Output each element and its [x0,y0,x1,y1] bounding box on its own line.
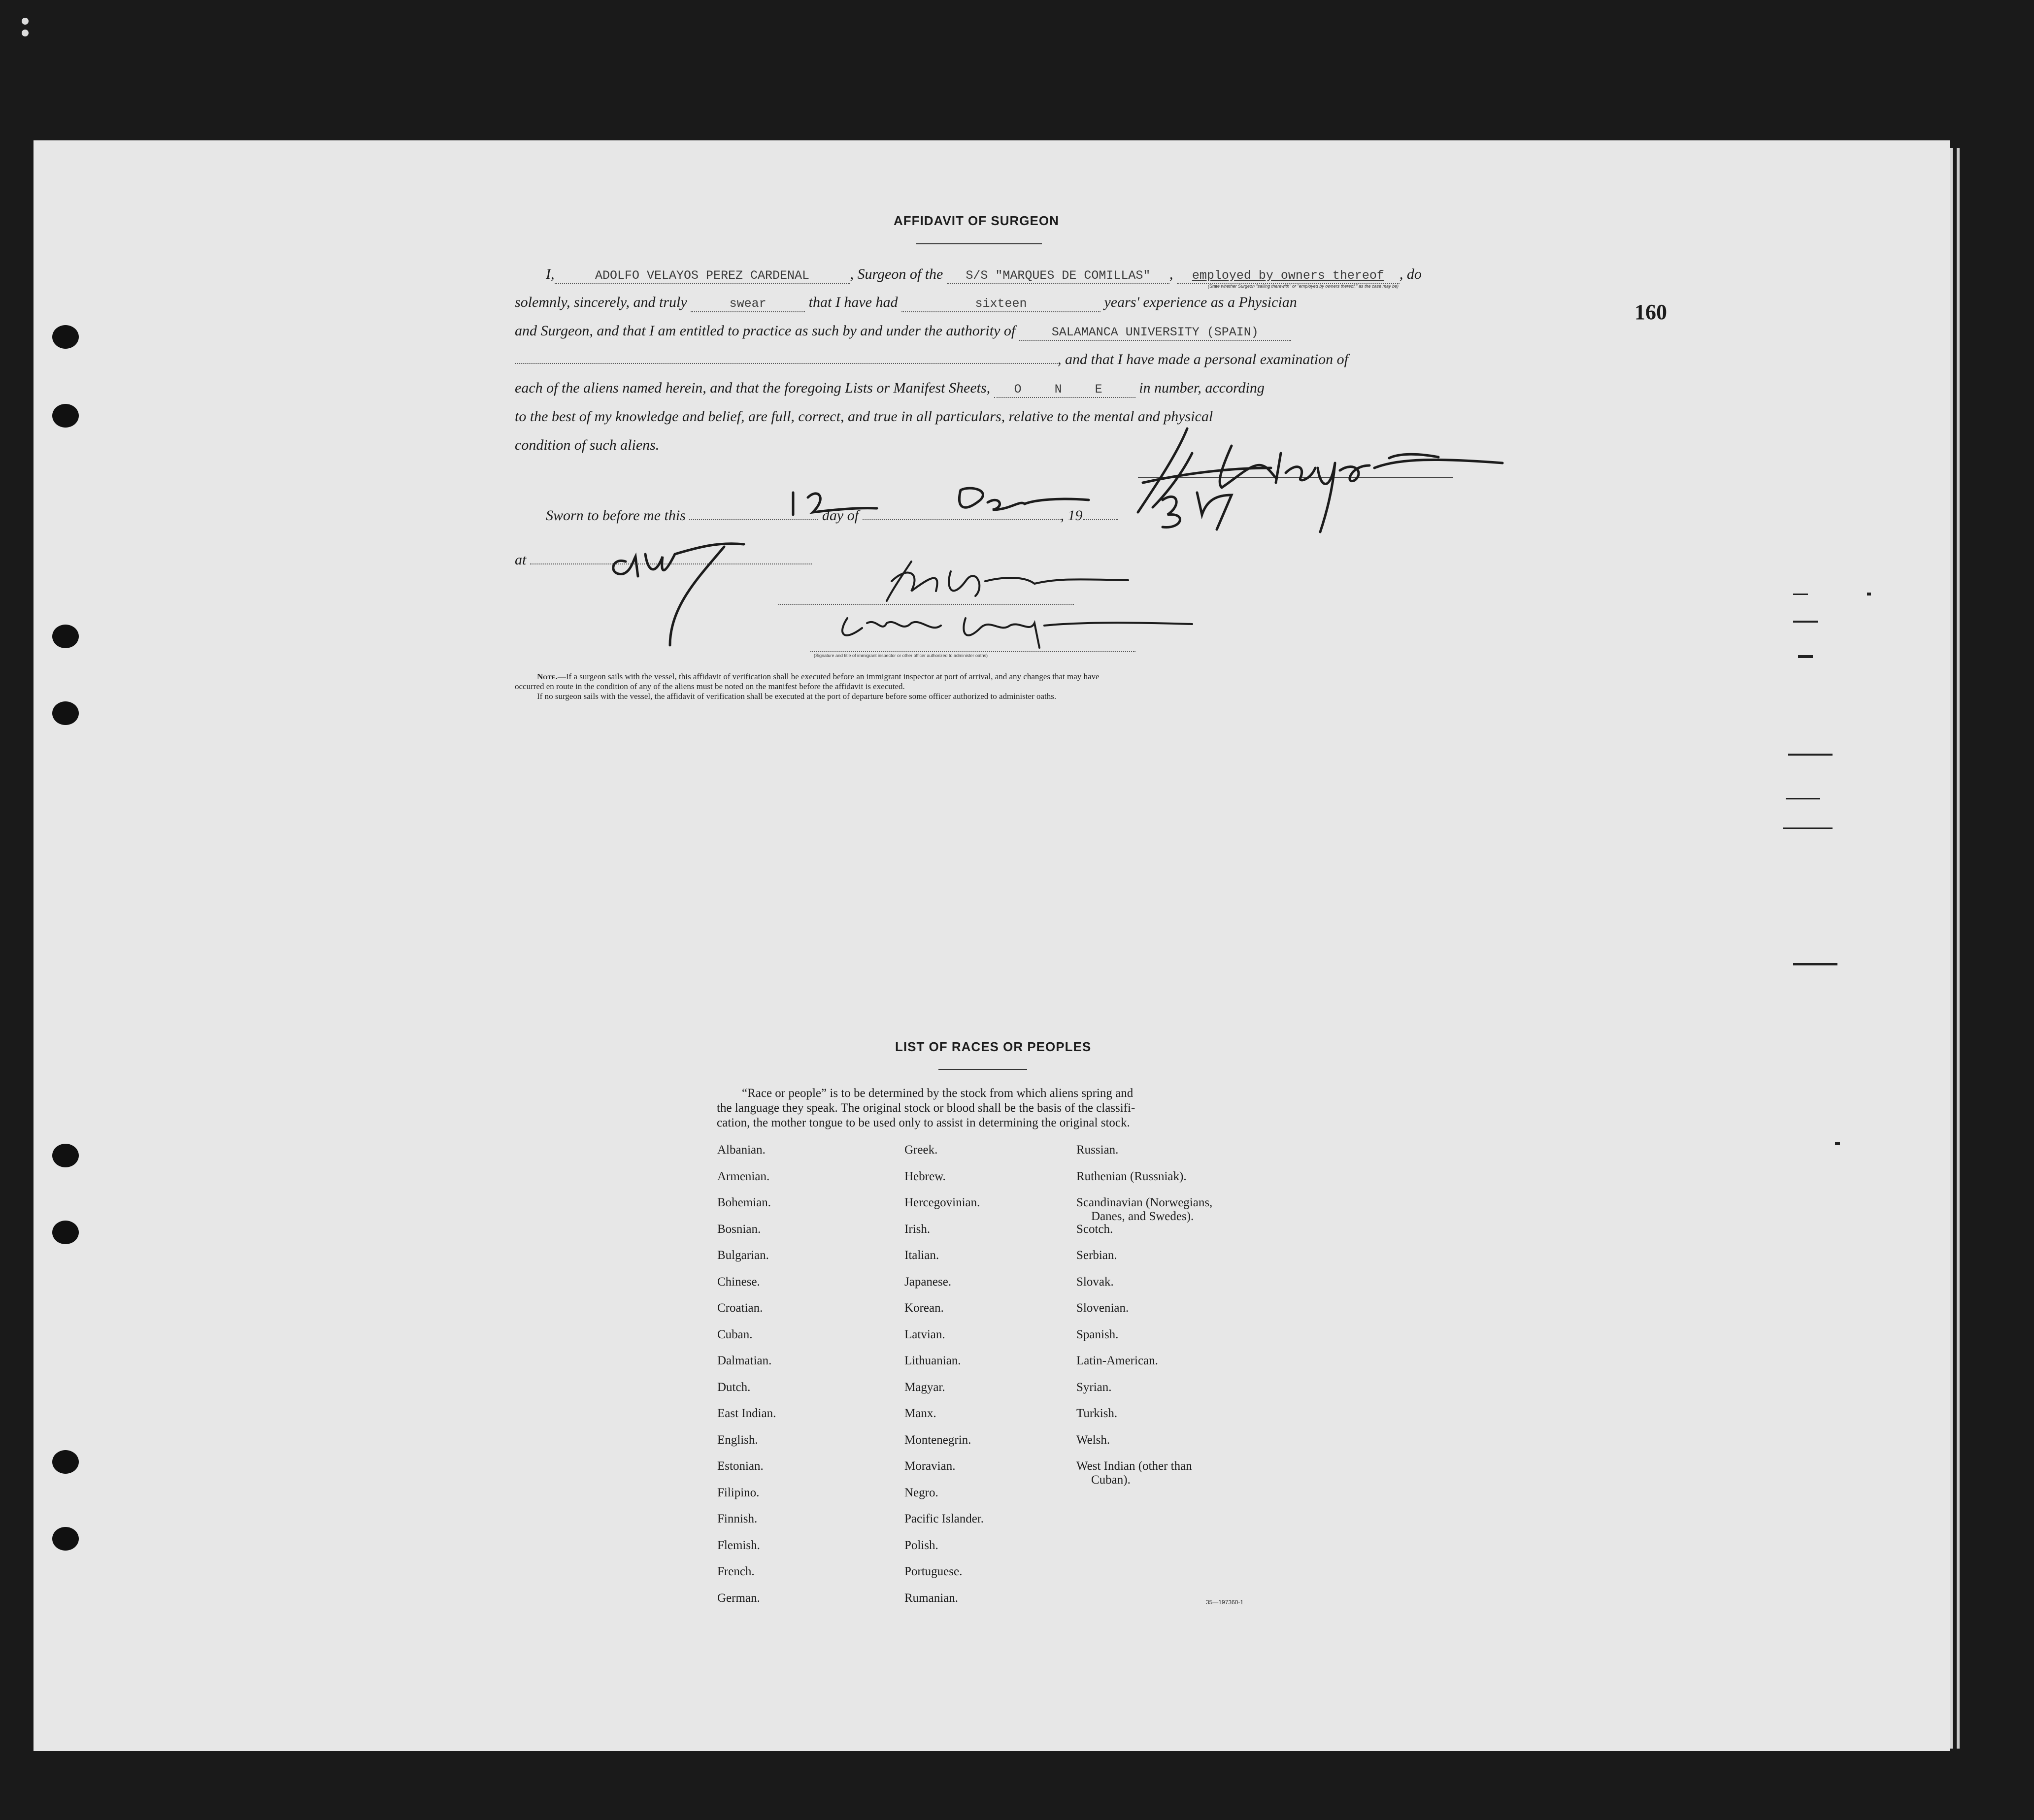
note-line-3: If no surgeon sails with the vessel, the affidavit of verification shall be executed at the port of departure before some officer authorized to administer oaths. [537,692,1057,701]
binder-hole [52,625,79,648]
text-fragment: and Surgeon, and that I am entitled to practice as such by and under the authority of [515,323,1016,339]
race-item: Serbian. [1076,1249,1117,1262]
races-title: LIST OF RACES OR PEOPLES [895,1039,1092,1054]
text-fragment: in number, according [1139,380,1265,396]
race-item: Flemish. [717,1538,760,1552]
month-handwriting [951,480,1099,520]
race-item: Cuban. [717,1327,753,1341]
scan-mark [1788,754,1833,756]
race-item: Dutch. [717,1380,751,1394]
text-fragment: , and that I have made a personal examination of [1058,351,1348,367]
title-rule [916,243,1042,244]
race-item: Bosnian. [717,1222,761,1236]
day-of-label: day of [822,507,859,524]
scan-mark [22,18,29,25]
year-prefix: , 19 [1060,507,1083,524]
race-item: Hercegovinian. [904,1196,980,1209]
race-item: Croatian. [717,1301,763,1315]
race-item: Russian. [1076,1143,1119,1157]
sheets-field: O N E [994,382,1135,398]
race-item: English. [717,1433,758,1447]
place-handwriting [601,527,749,650]
text-fragment: years' experience as a Physician [1104,294,1297,310]
at-label: at [515,552,527,568]
note-line-2: occurred en route in the condition of any of the aliens must be noted on the manifest before the affidavit is executed. [515,682,905,691]
race-item: Finnish. [717,1512,758,1525]
binder-hole [52,1221,79,1244]
scan-mark [1867,593,1871,596]
race-item: Montenegrin. [904,1433,971,1447]
race-item: Polish. [904,1538,938,1552]
affidavit-title: AFFIDAVIT OF SURGEON [894,213,1059,228]
text-fragment: I, [546,266,555,282]
race-item: Chinese. [717,1275,760,1289]
binder-hole [52,701,79,725]
race-item: Armenian. [717,1169,770,1183]
text-fragment: to the best of my knowledge and belief, are full, correct, and true in all particulars, relative to the mental and physical [515,408,1213,425]
text-fragment: each of the aliens named herein, and that the foregoing Lists or Manifest Sheets, [515,380,991,396]
binder-hole [52,1450,79,1474]
race-item: Albanian. [717,1143,766,1157]
text-fragment: that I have had [808,294,898,310]
race-item: Latin-American. [1076,1354,1158,1367]
race-item: Turkish. [1076,1407,1118,1420]
race-item: Slovenian. [1076,1301,1129,1315]
text-fragment: , [1169,266,1173,282]
day-handwriting [783,488,882,522]
race-item: Ruthenian (Russniak). [1076,1169,1187,1183]
note-line-1 [537,672,1100,682]
scan-mark [1793,594,1808,595]
race-item: Syrian. [1076,1380,1112,1394]
authority-continued-field [515,363,1058,364]
race-item: Magyar. [904,1380,945,1394]
races-intro-1: “Race or people” is to be determined by the stock from which aliens spring and [742,1087,1134,1100]
inspector-signature [877,557,1133,606]
race-item: Negro. [904,1486,938,1499]
race-item: Irish. [904,1222,931,1236]
surgeon-name-field: ADOLFO VELAYOS PEREZ CARDENAL [555,268,850,284]
race-item: Latvian. [904,1327,945,1341]
race-item: Scandinavian (Norwegians, [1076,1196,1213,1209]
paper-edge [1957,148,1960,1749]
race-item: Bulgarian. [717,1249,769,1262]
scan-mark [1835,1142,1840,1145]
scan-mark [1786,798,1820,799]
employment-note: (State whether Surgeon "sailing therewith" or "employed by owners thereof," as the case may be) [1208,284,1399,289]
binder-hole [52,1144,79,1167]
years-field: sixteen [901,297,1100,312]
employment-field: employed by owners thereof [1177,268,1400,284]
race-item: Pacific Islander. [904,1512,984,1525]
race-item: Scotch. [1076,1222,1113,1236]
inspector-title-handwriting [833,603,1197,653]
signature-caption: (Signature and title of immigrant inspector or other officer authorized to administer oaths) [814,653,988,658]
race-item: Manx. [904,1407,936,1420]
race-item: French. [717,1565,755,1578]
race-item: Danes, and Swedes). [1091,1210,1194,1223]
binder-hole [52,1527,79,1551]
race-item: Portuguese. [904,1565,963,1578]
vessel-field: S/S "MARQUES DE COMILLAS" [947,268,1169,284]
text-fragment: solemnly, sincerely, and truly [515,294,687,310]
note-label: Note. [537,672,558,681]
race-item: Hebrew. [904,1169,946,1183]
race-item: Filipino. [717,1486,760,1499]
races-intro-2: the language they speak. The original stock or blood shall be the basis of the classifi- [717,1101,1135,1115]
text-fragment: condition of such aliens. [515,437,660,453]
race-item: Welsh. [1076,1433,1110,1447]
print-code: 35—197360-1 [1206,1599,1244,1606]
race-item: Moravian. [904,1459,956,1473]
scan-mark [1783,827,1833,829]
scan-mark [1798,655,1813,658]
races-title-rule [938,1069,1027,1070]
race-item: Italian. [904,1249,939,1262]
binder-hole [52,325,79,349]
text-fragment: , do [1399,266,1422,282]
oath-field: swear [691,297,805,312]
scan-mark [1793,621,1818,623]
race-item: Japanese. [904,1275,952,1289]
race-item: Cuban). [1091,1473,1131,1487]
page-number: 160 [1634,300,1667,324]
authority-field: SALAMANCA UNIVERSITY (SPAIN) [1019,325,1291,341]
race-item: West Indian (other than [1076,1459,1192,1473]
race-item: Korean. [904,1301,944,1315]
race-item: Estonian. [717,1459,764,1473]
race-item: Bohemian. [717,1196,771,1209]
text-fragment: , Surgeon of the [850,266,943,282]
race-item: Dalmatian. [717,1354,772,1367]
race-item: German. [717,1591,760,1605]
races-intro-3: cation, the mother tongue to be used only to assist in determining the original stock. [717,1116,1130,1129]
sworn-label: Sworn to before me this [546,507,686,524]
race-item: Lithuanian. [904,1354,961,1367]
race-item: Rumanian. [904,1591,959,1605]
race-item: Slovak. [1076,1275,1114,1289]
year-handwriting [1133,485,1261,534]
race-item: Spanish. [1076,1327,1119,1341]
note-text: —If a surgeon sails with the vessel, this affidavit of verification shall be executed before an immigrant inspector at port of arrival, and any changes that may have [557,672,1100,681]
scan-mark [1793,963,1837,965]
paper-edge [1950,148,1953,1749]
scan-mark [22,30,29,36]
race-item: Greek. [904,1143,938,1157]
binder-hole [52,404,79,428]
race-item: East Indian. [717,1407,776,1420]
